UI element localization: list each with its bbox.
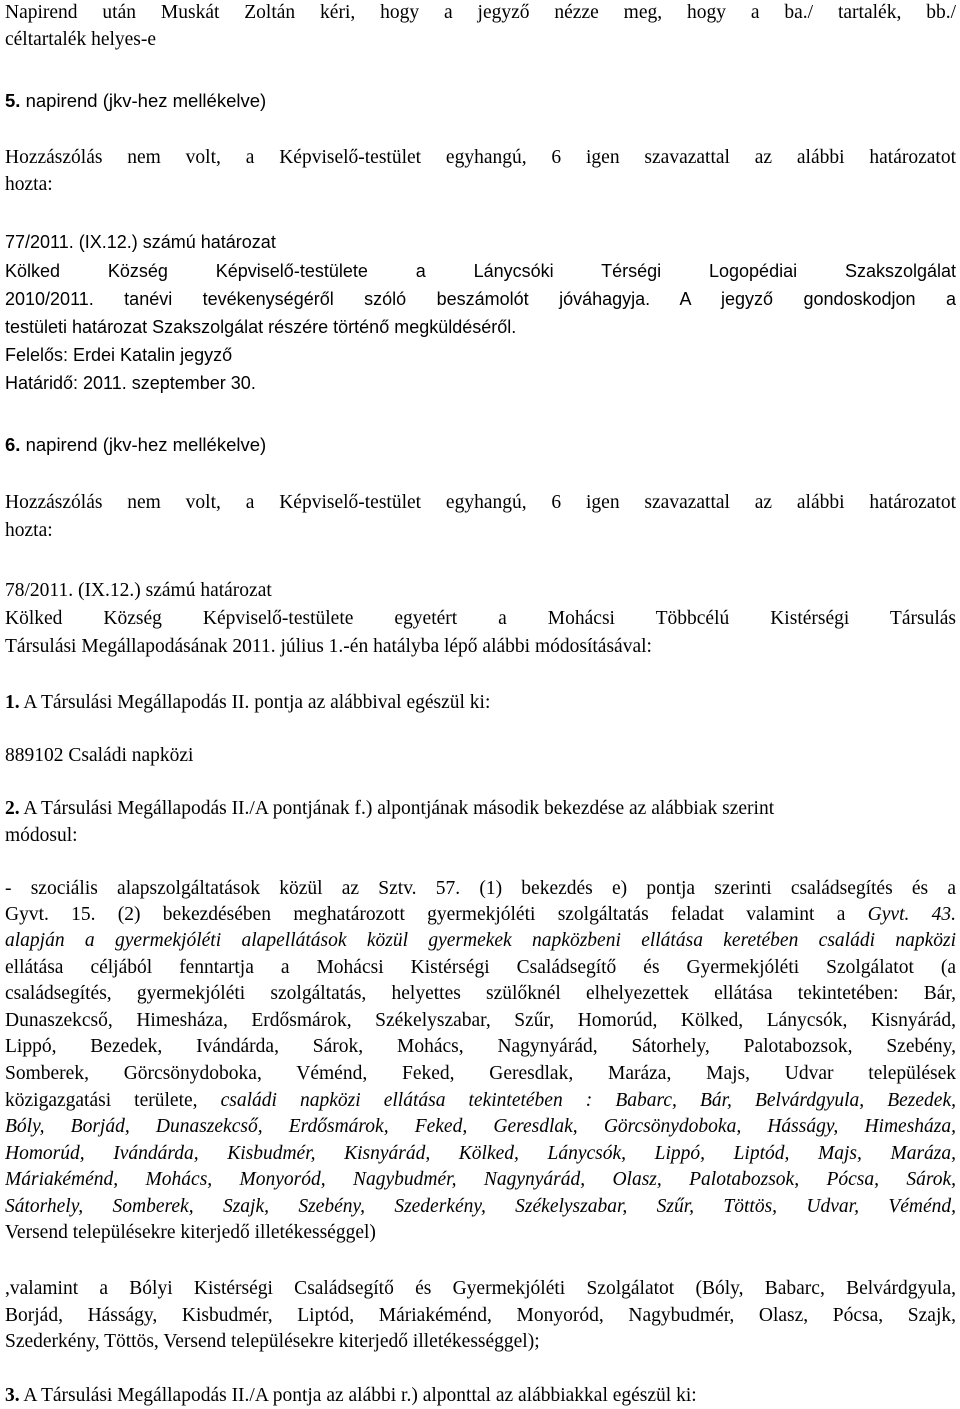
agenda-heading-5 [5, 88, 956, 114]
paragraph-line: Borjád, Hásságy, Kisbudmér, Liptód, Máriakéménd, Monyoród, Nagybudmér, Olasz, Pócsa, Szajk, [5, 1305, 956, 1326]
paragraph-line: Kölked Község Képviselő-testülete egyetért a Mohácsi Többcélú Kistérségi Társulás [5, 608, 956, 629]
paragraph-line: - szociális alapszolgáltatások közül az Sztv. 57. (1) bekezdés e) pontja szerinti családsegítés és a [5, 878, 956, 899]
text-run: Gyvt. 15. (2) bekezdésében meghatározott gyermekjóléti szolgáltatás feladat valamint a [5, 904, 868, 925]
paragraph-line: Sátorhely, Somberek, Szajk, Szebény, Szederkény, Székelyszabar, Szűr, Töttös, Udvar, Véménd, [5, 1196, 956, 1217]
italic-run: családi napközi ellátása tekintetében : Babarc, Bár, Belvárdgyula, Bezedek, [220, 1090, 956, 1111]
paragraph-line: Kölked Község Képviselő-testülete a Lánycsóki Térségi Logopédiai Szakszolgálat [5, 261, 956, 281]
paragraph-line: Versend településekre kiterjedő illetékességgel) [5, 1222, 376, 1243]
paragraph-line [5, 1088, 956, 1114]
paragraph-line: céltartalék helyes-e [5, 29, 157, 50]
point-text: A Társulási Megállapodás II./A pontja az alábbi r.) alponttal az alábbiakkal egészül ki: [19, 1385, 697, 1406]
paragraph-line: Társulási Megállapodásának 2011. július 1.-én hatályba lépő alábbi módosításával: [5, 636, 652, 657]
paragraph-line: hozta: [5, 520, 53, 541]
point-3 [5, 1383, 956, 1409]
paragraph-line: Máriakéménd, Mohács, Monyoród, Nagybudmér, Nagynyárád, Olasz, Palotabozsok, Pócsa, Sárok, [5, 1169, 956, 1190]
paragraph-line [5, 902, 956, 928]
paragraph-line: Bóly, Borjád, Dunaszekcső, Erdősmárok, Feked, Geresdlak, Görcsönydoboka, Hásságy, Himesháza, [5, 1116, 956, 1137]
heading-number: 6. [5, 434, 21, 455]
paragraph-line: Hozzászólás nem volt, a Képviselő-testület egyhangú, 6 igen szavazattal az alábbi határozatot [5, 492, 956, 513]
heading-text: napirend (jkv-hez mellékelve) [20, 90, 267, 111]
resolution-title: 78/2011. (IX.12.) számú határozat [5, 580, 272, 601]
point-text: A Társulási Megállapodás II./A pontjának f.) alpontjának második bekezdése az alábbiak szerint [19, 798, 775, 819]
paragraph-line: testületi határozat Szakszolgálat részére történő megküldéséről. [5, 317, 517, 337]
paragraph-line: 2010/2011. tanévi tevékenységéről szóló beszámolót jóváhagyja. A jegyző gondoskodjon a [5, 289, 956, 309]
italic-run: Gyvt. 43. [867, 904, 956, 925]
paragraph-line: családsegítés, gyermekjóléti szolgáltatás, helyettes szülőknél elhelyezettek ellátása tekintetében: Bár, [5, 983, 956, 1004]
point-number: 2. [5, 798, 20, 819]
heading-number: 5. [5, 90, 21, 111]
paragraph-line: Napirend után Muskát Zoltán kéri, hogy a jegyző nézze meg, hogy a ba./ tartalék, bb./ [5, 2, 956, 23]
point-2 [5, 796, 956, 822]
paragraph-line: alapján a gyermekjóléti alapellátások közül gyermekek napközbeni ellátása keretében családi napközi [5, 930, 956, 951]
code-line: 889102 Családi napközi [5, 745, 194, 766]
paragraph-line: Homorúd, Ivándárda, Kisbudmér, Kisnyárád, Kölked, Lánycsók, Lippó, Liptód, Majs, Maráza, [5, 1143, 956, 1164]
paragraph-line: Hozzászólás nem volt, a Képviselő-testület egyhangú, 6 igen szavazattal az alábbi határozatot [5, 147, 956, 168]
deadline-line: Határidő: 2011. szeptember 30. [5, 373, 256, 393]
resolution-title: 77/2011. (IX.12.) számú határozat [5, 232, 276, 252]
responsible-line: Felelős: Erdei Katalin jegyző [5, 345, 233, 365]
heading-text: napirend (jkv-hez mellékelve) [20, 434, 267, 455]
agenda-heading-6 [5, 432, 956, 458]
text-run: közigazgatási területe, [5, 1090, 221, 1111]
paragraph-line: Lippó, Bezedek, Ivándárda, Sárok, Mohács, Nagynyárád, Sátorhely, Palotabozsok, Szebény, [5, 1036, 956, 1057]
paragraph-line: ellátása céljából fenntartja a Mohácsi Kistérségi Családsegítő és Gyermekjóléti Szolgálatot (a [5, 957, 956, 978]
paragraph-line: hozta: [5, 174, 53, 195]
point-number: 1. [5, 692, 20, 713]
point-text: A Társulási Megállapodás II. pontja az alábbival egészül ki: [19, 692, 491, 713]
point-number: 3. [5, 1385, 20, 1406]
point-1 [5, 690, 956, 716]
paragraph-line: ,valamint a Bólyi Kistérségi Családsegítő és Gyermekjóléti Szolgálatot (Bóly, Babarc, Belvárdgyula, [5, 1278, 956, 1299]
paragraph-line: módosul: [5, 825, 78, 846]
paragraph-line: Szederkény, Töttös, Versend településekre kiterjedő illetékességgel); [5, 1331, 540, 1352]
paragraph-line: Somberek, Görcsönydoboka, Véménd, Feked, Geresdlak, Maráza, Majs, Udvar települések [5, 1063, 956, 1084]
paragraph-line: Dunaszekcső, Himesháza, Erdősmárok, Székelyszabar, Szűr, Homorúd, Kölked, Lánycsók, Kisnyárád, [5, 1010, 956, 1031]
